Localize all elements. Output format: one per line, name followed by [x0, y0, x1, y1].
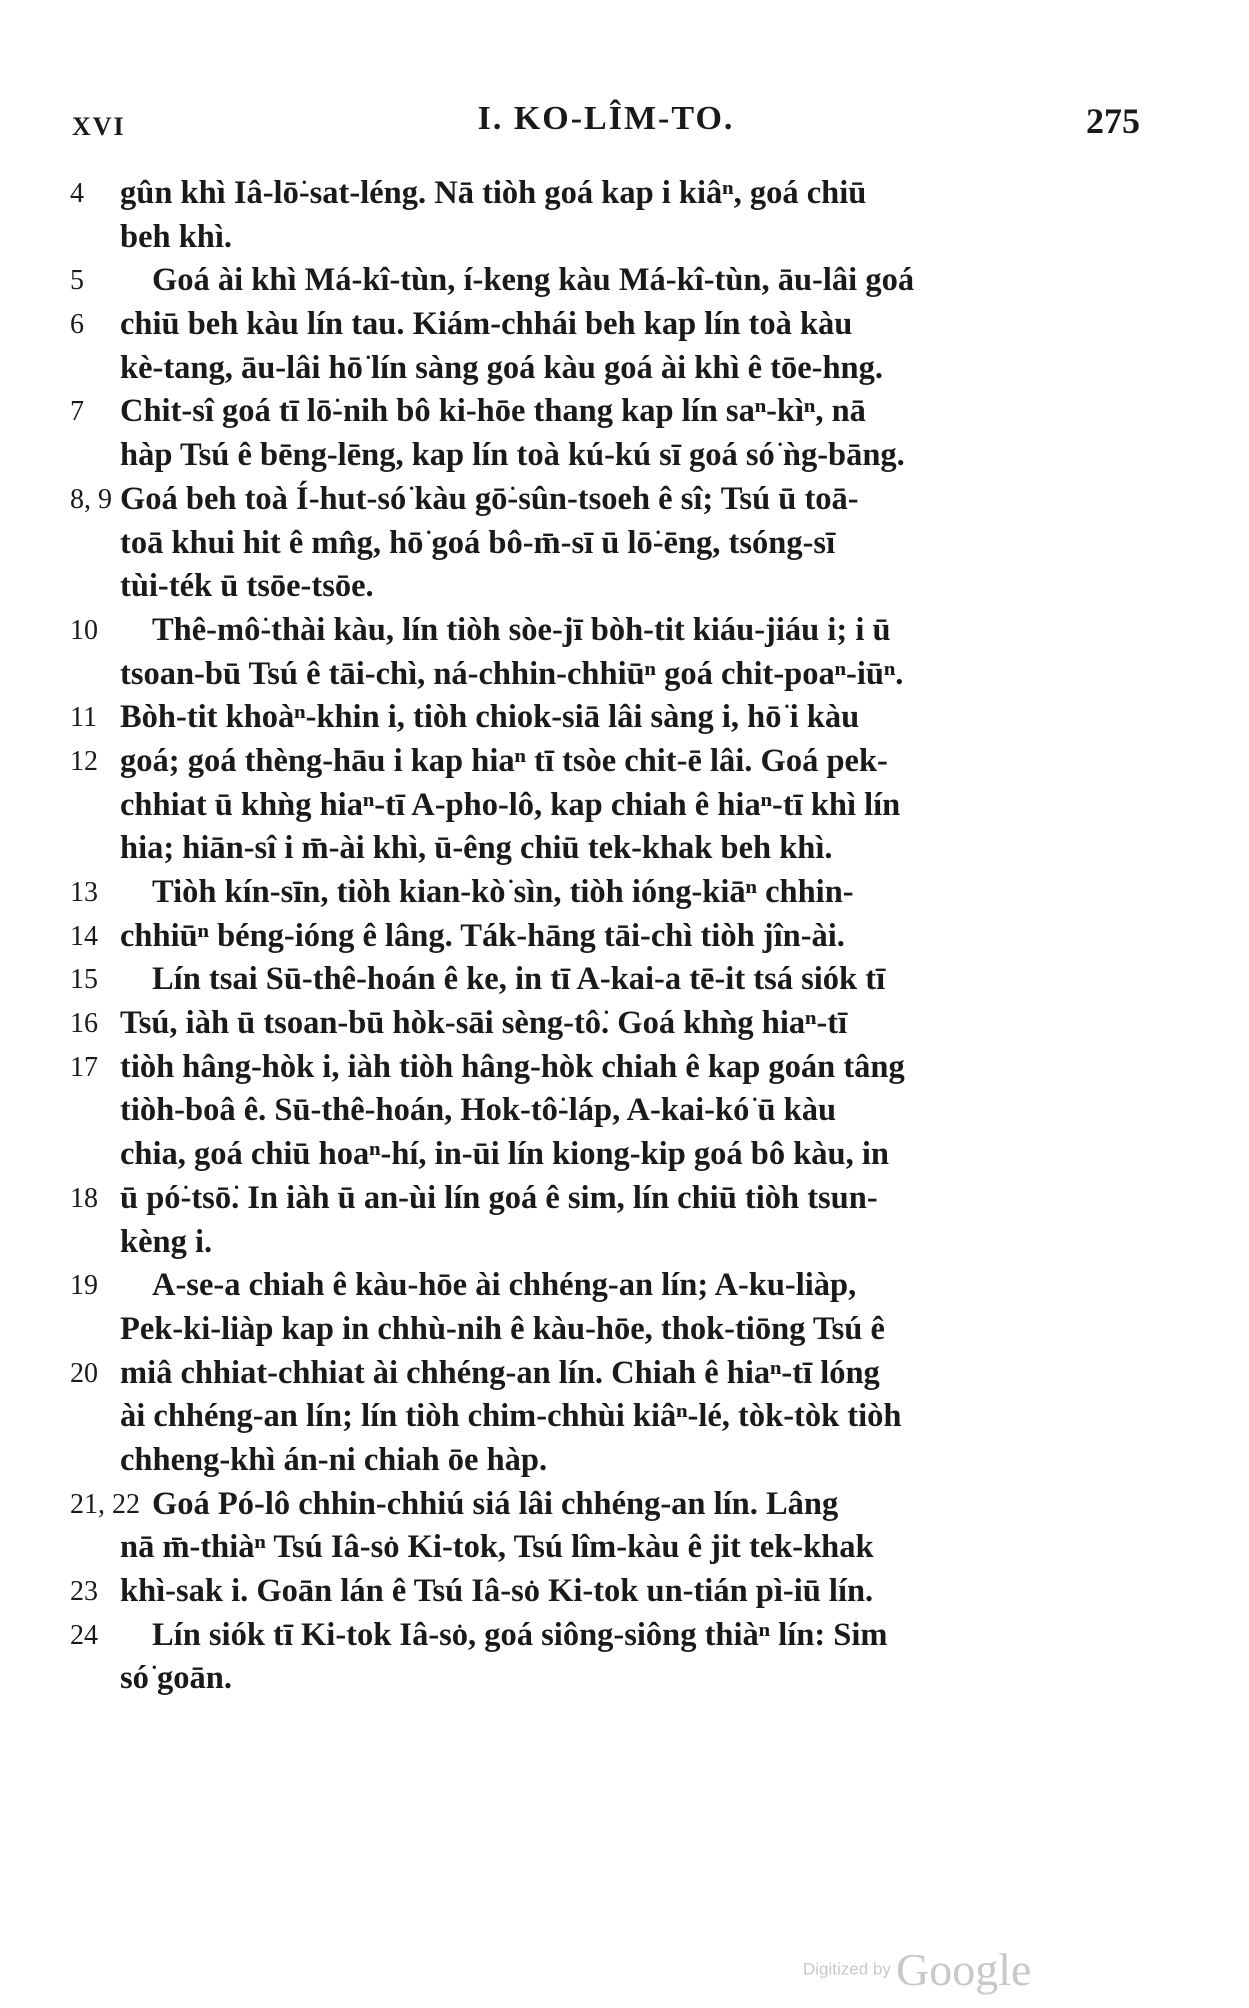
line-text: tiòh hâng-hòk i, iàh tiòh hâng-hòk chiah ê kap goán tâng [120, 1048, 905, 1085]
line-text: beh khì. [120, 218, 233, 255]
text-line [70, 1657, 1145, 1701]
page-title: I. KO-LÎM-TO. [477, 100, 735, 137]
verse-number: 19 [70, 1270, 98, 1302]
text-line [70, 653, 1145, 697]
text-line [70, 1089, 1145, 1133]
text-line [70, 1352, 1145, 1396]
text-line [70, 915, 1145, 959]
text-line [70, 1264, 1145, 1308]
line-text: Lín siók tī Ki-tok Iâ-so͘, goá siông-siông thiàⁿ lín: Sim [152, 1616, 888, 1653]
verse-number: 18 [70, 1182, 98, 1214]
text-line [70, 1439, 1145, 1483]
text-line [70, 565, 1145, 609]
line-text: tùi-ték ū tsōe-tsōe. [120, 568, 374, 605]
line-text: chhiūⁿ béng-ióng ê lâng. Ták-hāng tāi-chì tiòh jîn-ài. [120, 917, 845, 954]
verse-number: 21, 22 [70, 1488, 140, 1520]
line-text: chiū beh kàu lín tau. Kiám-chhái beh kap lín toà kàu [120, 306, 853, 343]
verse-number: 4 [70, 178, 84, 209]
text-line [70, 609, 1145, 653]
line-text: nā m̄-thiàⁿ Tsú Iâ-so͘ Ki-tok, Tsú lîm-kàu ê jit tek-khak [120, 1529, 874, 1566]
verse-number: 13 [70, 877, 98, 908]
line-text: Lín tsai Sū-thê-hoán ê ke, in tī A-kai-a tē-it tsá siók tī [152, 961, 886, 998]
line-text: hàp Tsú ê bēng-lēng, kap lín toà kú-kú sī goá só͘ ǹg-bāng. [120, 437, 905, 474]
line-text: Chit-sî goá tī lō͘-nih bô ki-hōe thang kap lín saⁿ-kìⁿ, nā [120, 393, 866, 430]
verse-number: 24 [70, 1619, 98, 1651]
line-text: gûn khì Iâ-lō͘-sat-léng. Nā tiòh goá kap i kiâⁿ, goá chiū [120, 175, 867, 211]
text-line [70, 1002, 1145, 1046]
verse-number: 12 [70, 745, 98, 777]
verse-number: 6 [70, 309, 84, 341]
text-line [70, 390, 1145, 434]
text-line [70, 434, 1145, 478]
text-line [70, 1570, 1145, 1614]
verse-number: 11 [70, 702, 97, 734]
watermark-small-text: Digitized by [803, 1959, 891, 1979]
text-line [70, 1133, 1145, 1177]
line-text: só͘ goān. [120, 1660, 232, 1697]
verse-number: 17 [70, 1051, 98, 1083]
line-text: A-se-a chiah ê kàu-hōe ài chhéng-an lín; A-ku-liàp, [152, 1267, 857, 1304]
text-body [70, 172, 1145, 1701]
line-text: Goá Pó-lô chhin-chhiú siá lâi chhéng-an lín. Lâng [152, 1485, 839, 1522]
page-number: 275 [1086, 101, 1140, 141]
digitized-watermark [803, 1943, 1031, 1996]
google-logo: Google [895, 1944, 1032, 1995]
text-line [70, 259, 1145, 303]
line-text: Tsú, iàh ū tsoan-bū hòk-sāi sèng-tô͘. Goá khǹg hiaⁿ-tī [120, 1005, 848, 1042]
line-text: Pek-ki-liàp kap in chhù-nih ê kàu-hōe, thok-tiōng Tsú ê [120, 1310, 885, 1347]
verse-number: 14 [70, 920, 98, 952]
text-line [70, 1221, 1145, 1265]
text-line [70, 1395, 1145, 1439]
line-text: Thê-mô͘-thài kàu, lín tiòh sòe-jī bòh-tit kiáu-jiáu i; i ū [152, 611, 891, 648]
text-line [70, 827, 1145, 871]
line-text: chheng-khì án-ni chiah ōe hàp. [120, 1441, 548, 1478]
text-line [70, 871, 1145, 915]
text-line [70, 478, 1145, 522]
line-text: ài chhéng-an lín; lín tiòh chim-chhùi kiâⁿ-lé, tòk-tòk tiòh [120, 1398, 902, 1435]
verse-number: 7 [70, 396, 84, 428]
verse-number: 8, 9 [70, 483, 112, 515]
line-text: chia, goá chiū hoaⁿ-hí, in-ūi lín kiong-kip goá bô kàu, in [120, 1136, 889, 1173]
line-text: Bòh-tit khoàⁿ-khin i, tiòh chiok-siā lâi sàng i, hō͘ i kàu [120, 699, 860, 736]
text-line [70, 522, 1145, 566]
text-line [70, 1046, 1145, 1090]
text-line [70, 1177, 1145, 1221]
line-text: goá; goá thèng-hāu i kap hiaⁿ tī tsòe chit-ē lâi. Goá pek- [120, 742, 888, 779]
text-line [70, 958, 1145, 1002]
line-text: khì-sak i. Goān lán ê Tsú Iâ-so͘ Ki-tok un-tián pì-iū lín. [120, 1573, 874, 1609]
text-line [70, 303, 1145, 347]
verse-number: 5 [70, 265, 84, 297]
verse-number: 10 [70, 614, 98, 646]
line-text: tiòh-boâ ê. Sū-thê-hoán, Hok-tô͘-láp, A-kai-kó͘ ū kàu [120, 1092, 837, 1129]
text-line [70, 172, 1145, 216]
verse-number: 16 [70, 1008, 98, 1040]
text-line [70, 784, 1145, 828]
line-text: Goá ài khì Má-kî-tùn, í-keng kàu Má-kî-tùn, āu-lâi goá [152, 262, 915, 299]
verse-number: 20 [70, 1357, 98, 1389]
line-text: kè-tang, āu-lâi hō͘ lín sàng goá kàu goá ài khì ê tōe-hng. [120, 349, 883, 386]
verse-number: 15 [70, 964, 98, 996]
text-line [70, 347, 1145, 391]
line-text: miâ chhiat-chhiat ài chhéng-an lín. Chiah ê hiaⁿ-tī lóng [120, 1354, 880, 1391]
line-text: hia; hiān-sî i m̄-ài khì, ū-êng chiū tek-khak beh khì. [120, 830, 833, 867]
line-text: Tiòh kín-sīn, tiòh kian-kò͘ sìn, tiòh ióng-kiāⁿ chhin- [152, 874, 854, 910]
line-text: Goá beh toà Í-hut-só͘ kàu gō͘-sûn-tsoeh ê sî; Tsú ū toā- [120, 480, 859, 517]
line-text: tsoan-bū Tsú ê tāi-chì, ná-chhin-chhiūⁿ goá chit-poaⁿ-iūⁿ. [120, 655, 904, 692]
text-line [70, 696, 1145, 740]
line-text: chhiat ū khǹg hiaⁿ-tī A-pho-lô, kap chiah ê hiaⁿ-tī khì lín [120, 786, 901, 823]
text-line [70, 1614, 1145, 1658]
line-text: ū pó͘-tsō͘. In iàh ū an-ùi lín goá ê sim, lín chiū tiòh tsun- [120, 1179, 878, 1216]
line-text: kèng i. [120, 1223, 213, 1260]
verse-number: 23 [70, 1576, 98, 1607]
text-line [70, 1483, 1145, 1527]
running-header [72, 100, 1140, 150]
section-numeral: XVI [72, 112, 126, 141]
text-line [70, 1526, 1145, 1570]
text-line [70, 216, 1145, 260]
text-line [70, 740, 1145, 784]
line-text: toā khui hit ê mn̂g, hō͘ goá bô-m̄-sī ū lō͘-ēng, tsóng-sī [120, 524, 836, 561]
text-line [70, 1308, 1145, 1352]
